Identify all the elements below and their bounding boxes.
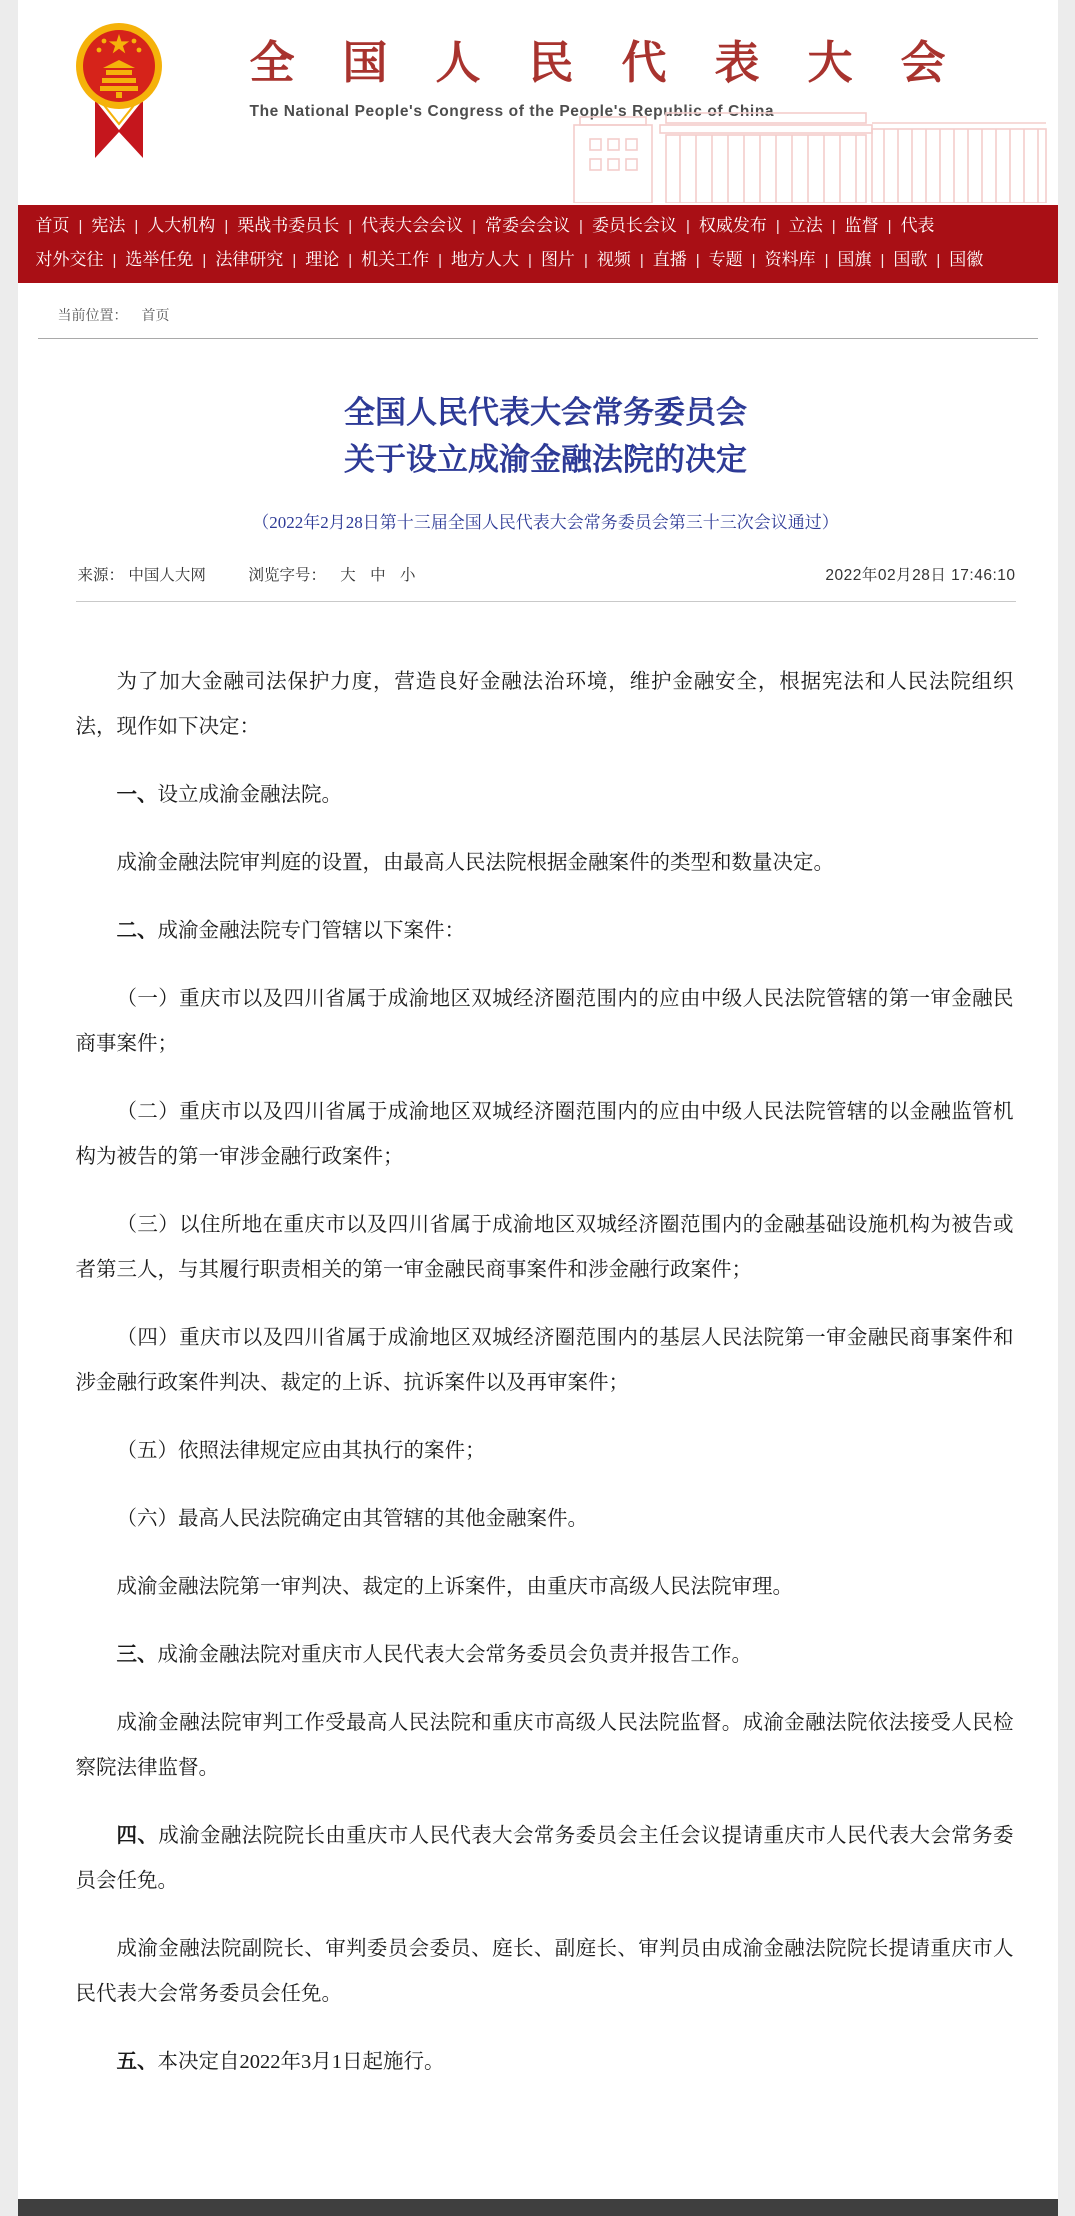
site-header bbox=[18, 0, 1058, 205]
article-paragraph: 成渝金融法院审判工作受最高人民法院和重庆市高级人民法院监督。成渝金融法院依法接受人民检察院法律监督。 bbox=[75, 1712, 1014, 1779]
nav-item[interactable]: 对外交往 bbox=[35, 250, 104, 269]
site-container bbox=[18, 0, 1058, 2216]
main-nav bbox=[18, 205, 1058, 283]
nav-item[interactable]: 资料库 bbox=[764, 250, 816, 269]
article-paragraph: 二、成渝金融法院专门管辖以下案件： bbox=[116, 920, 465, 942]
nav-item[interactable]: 法律研究 bbox=[215, 250, 284, 269]
great-hall-watermark-icon bbox=[570, 103, 1050, 203]
article-paragraph: （一）重庆市以及四川省属于成渝地区双城经济圈范围内的应由中级人民法院管辖的第一审金融民商事案件； bbox=[75, 988, 1014, 1055]
nav-separator: | bbox=[583, 252, 588, 269]
nav-item[interactable]: 宪法 bbox=[91, 216, 126, 235]
nav-separator: | bbox=[824, 252, 829, 269]
nav-separator: | bbox=[292, 252, 297, 269]
nav-item[interactable]: 国旗 bbox=[837, 250, 872, 269]
article-paragraph: 成渝金融法院副院长、审判委员会委员、庭长、副庭长、审判员由成渝金融法院院长提请重庆市人民代表大会常务委员会任免。 bbox=[75, 1938, 1014, 2005]
article-title-line1: 全国人民代表大会常务委员会 bbox=[344, 395, 747, 430]
article-paragraph: 成渝金融法院审判庭的设置，由最高人民法院根据金融案件的类型和数量决定。 bbox=[116, 852, 834, 874]
source-label: 来源： bbox=[77, 567, 125, 584]
nav-item[interactable]: 直播 bbox=[652, 250, 687, 269]
fontsize-medium-button[interactable]: 中 bbox=[370, 567, 386, 584]
nav-item[interactable]: 人大机构 bbox=[147, 216, 216, 235]
nav-separator: | bbox=[751, 252, 756, 269]
nav-separator: | bbox=[880, 252, 885, 269]
breadcrumb bbox=[38, 283, 1038, 339]
nav-separator: | bbox=[134, 218, 139, 235]
nav-item[interactable]: 委员长会议 bbox=[591, 216, 677, 235]
nav-row-2 bbox=[18, 243, 1058, 277]
article-meta-bar bbox=[76, 563, 1016, 602]
nav-item[interactable]: 选举任免 bbox=[125, 250, 194, 269]
nav-item[interactable]: 理论 bbox=[305, 250, 340, 269]
article-paragraph: （三）以住所地在重庆市以及四川省属于成渝地区双城经济圈范围内的金融基础设施机构为被告或者第三人，与其履行职责相关的第一审金融民商事案件和涉金融行政案件； bbox=[75, 1214, 1014, 1281]
source-value: 中国人大网 bbox=[128, 567, 206, 584]
article-title-line2: 关于设立成渝金融法院的决定 bbox=[344, 442, 747, 477]
paragraph-lead: 五、 bbox=[116, 2051, 158, 2073]
paragraph-lead: 三、 bbox=[116, 1644, 158, 1666]
article-title bbox=[76, 389, 1016, 483]
fontsize-large-button[interactable]: 大 bbox=[340, 567, 356, 584]
fontsize-label: 浏览字号： bbox=[248, 567, 326, 584]
fontsize-small-button[interactable]: 小 bbox=[399, 567, 416, 584]
nav-separator: | bbox=[78, 218, 83, 235]
nav-separator: | bbox=[224, 218, 229, 235]
nav-separator: | bbox=[685, 218, 690, 235]
nav-separator: | bbox=[528, 252, 532, 269]
nav-item[interactable]: 监督 bbox=[844, 216, 879, 235]
article-paragraph: 为了加大金融司法保护力度，营造良好金融法治环境，维护金融安全，根据宪法和人民法院组织法，现作如下决定： bbox=[75, 671, 1014, 738]
article-paragraph: （五）依照法律规定应由其执行的案件； bbox=[116, 1440, 486, 1462]
nav-separator: | bbox=[775, 218, 780, 235]
nav-separator: | bbox=[348, 218, 353, 235]
nav-item[interactable]: 视频 bbox=[596, 250, 631, 269]
nav-separator: | bbox=[887, 218, 892, 235]
article-body bbox=[76, 660, 1016, 2085]
site-title-en: The National People's Congress of the People's Republic of China bbox=[249, 103, 775, 120]
article-paragraph: 三、成渝金融法院对重庆市人民代表大会常务委员会负责并报告工作。 bbox=[116, 1644, 752, 1666]
nav-item[interactable]: 国徽 bbox=[949, 250, 984, 269]
site-title-cn: 全国人民代表大会 bbox=[249, 38, 994, 88]
nav-item[interactable]: 权威发布 bbox=[698, 216, 767, 235]
breadcrumb-home-link[interactable]: 首页 bbox=[141, 307, 170, 323]
nav-separator: | bbox=[695, 252, 700, 269]
nav-item[interactable]: 立法 bbox=[788, 216, 823, 235]
nav-item[interactable]: 常委会会议 bbox=[485, 216, 571, 235]
article-paragraph: （六）最高人民法院确定由其管辖的其他金融案件。 bbox=[116, 1508, 588, 1530]
article-paragraph: 一、设立成渝金融法院。 bbox=[116, 784, 342, 806]
paragraph-lead: 四、 bbox=[116, 1825, 159, 1847]
nav-separator: | bbox=[936, 252, 941, 269]
nav-separator: | bbox=[579, 218, 583, 235]
article-subtitle: （2022年2月28日第十三届全国人民代表大会常务委员会第三十三次会议通过） bbox=[252, 513, 839, 532]
nav-separator: | bbox=[348, 252, 353, 269]
nav-item[interactable]: 图片 bbox=[540, 250, 575, 269]
breadcrumb-label: 当前位置： bbox=[57, 307, 128, 323]
nav-separator: | bbox=[112, 252, 117, 269]
nav-item[interactable]: 地方人大 bbox=[451, 250, 520, 269]
article-paragraph: 成渝金融法院第一审判决、裁定的上诉案件，由重庆市高级人民法院审理。 bbox=[116, 1576, 793, 1598]
nav-item[interactable]: 栗战书委员长 bbox=[237, 216, 340, 235]
nav-separator: | bbox=[438, 252, 443, 269]
article-paragraph: （四）重庆市以及四川省属于成渝地区双城经济圈范围内的基层人民法院第一审金融民商事案件和涉金融行政案件判决、裁定的上诉、抗诉案件以及再审案件； bbox=[75, 1327, 1014, 1394]
nav-row-1 bbox=[18, 209, 1058, 243]
article-meta-left bbox=[78, 563, 416, 585]
nav-item[interactable]: 代表 bbox=[900, 216, 935, 235]
nav-separator: | bbox=[831, 218, 836, 235]
paragraph-lead: 二、 bbox=[116, 920, 158, 942]
footer-bar bbox=[18, 2199, 1058, 2216]
nav-item[interactable]: 首页 bbox=[35, 216, 70, 235]
paragraph-lead: 一、 bbox=[116, 784, 158, 806]
nav-item[interactable]: 专题 bbox=[708, 250, 743, 269]
article-paragraph: 四、成渝金融法院院长由重庆市人民代表大会常务委员会主任会议提请重庆市人民代表大会常务委员会任免。 bbox=[75, 1825, 1014, 1892]
publish-datetime: 2022年02月28日 17:46:10 bbox=[825, 567, 1016, 584]
national-emblem-icon bbox=[73, 8, 165, 163]
nav-separator: | bbox=[639, 252, 644, 269]
article-paragraph: （二）重庆市以及四川省属于成渝地区双城经济圈范围内的应由中级人民法院管辖的以金融监管机构为被告的第一审涉金融行政案件； bbox=[75, 1101, 1014, 1168]
nav-item[interactable]: 机关工作 bbox=[361, 250, 430, 269]
article-paragraph: 五、本决定自2022年3月1日起施行。 bbox=[116, 2051, 445, 2073]
nav-separator: | bbox=[472, 218, 477, 235]
nav-separator: | bbox=[202, 252, 207, 269]
article bbox=[18, 339, 1058, 2085]
nav-item[interactable]: 代表大会会议 bbox=[361, 216, 464, 235]
nav-item[interactable]: 国歌 bbox=[893, 250, 928, 269]
